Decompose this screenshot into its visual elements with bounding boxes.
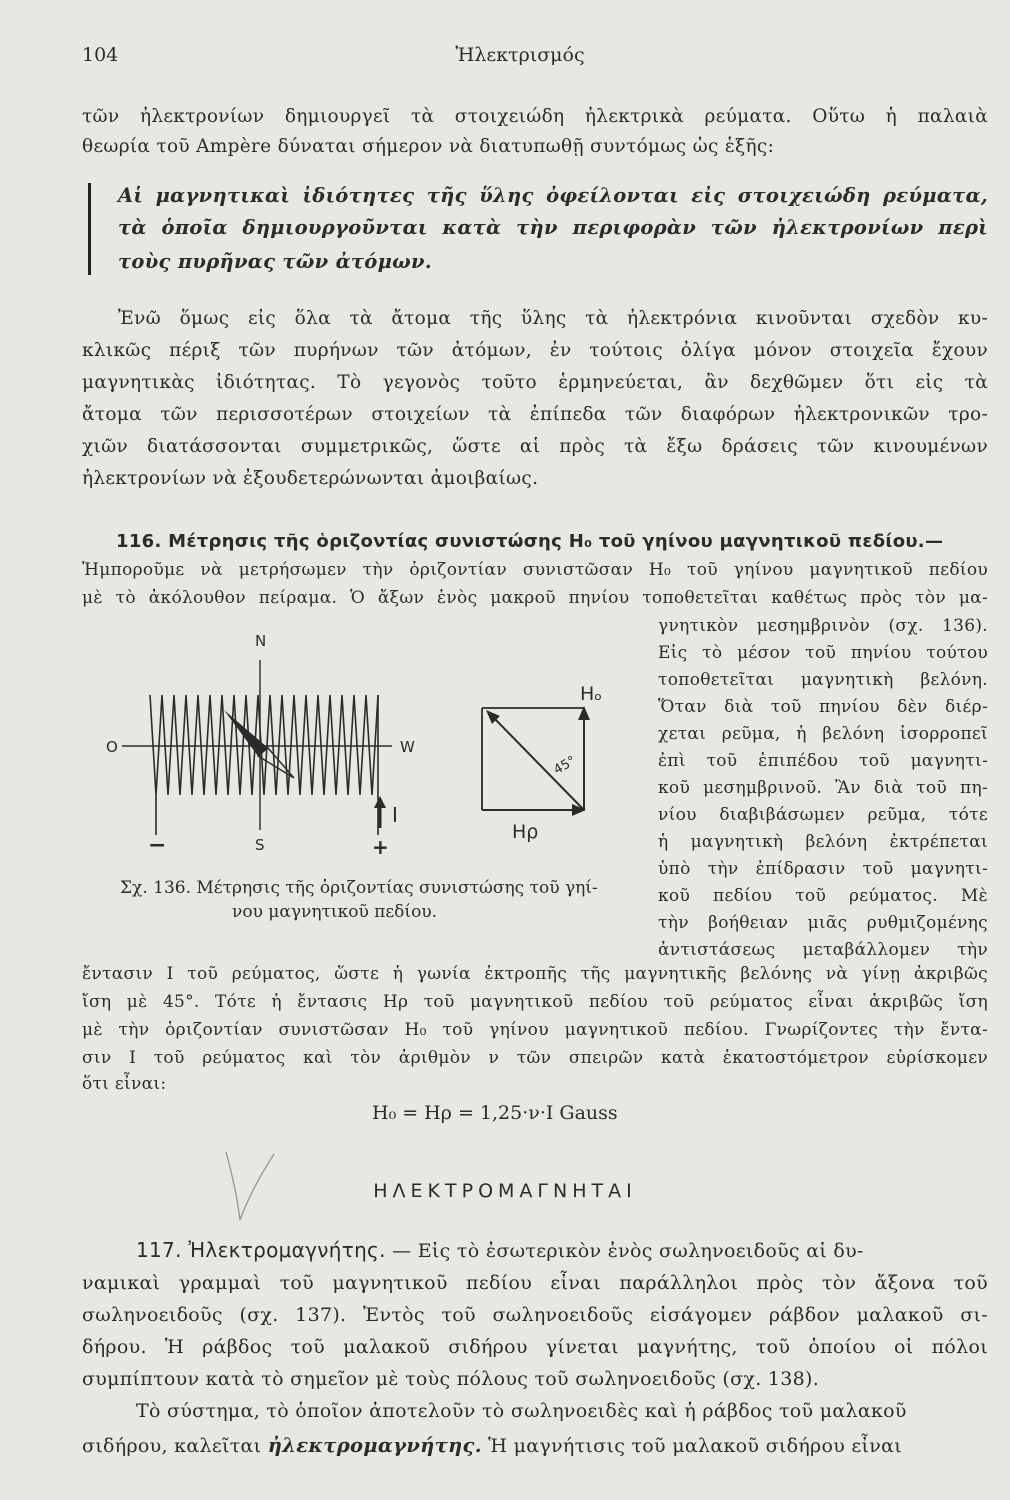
solenoid-coil	[150, 695, 378, 835]
label-Hp: Hρ	[512, 821, 539, 843]
label-angle: 45°	[551, 753, 579, 778]
side-text-line: τὴν βοήθειαν μιᾶς ρυθμιζομένης	[658, 913, 988, 933]
figure-caption-line: Σχ. 136. Μέτρησις τῆς ὁριζοντίας συνιστώσης τοῦ γηί-	[120, 878, 598, 898]
side-text-line: ἐπὶ τοῦ ἐπιπέδου τοῦ μαγνητι-	[658, 751, 988, 771]
text-line: θεωρία τοῦ Ampère δύναται σήμερον νὰ διατυπωθῇ συντόμως ὡς ἑξῆς:	[82, 136, 775, 157]
figure-caption-line: νου μαγνητικοῦ πεδίου.	[232, 902, 438, 922]
current-arrow	[374, 796, 386, 828]
text-line: μὲ τὴν ὁριζοντίαν συνιστῶσαν H₀ τοῦ γηίνου μαγνητικοῦ πεδίου. Γνωρίζοντες τὴν ἔντα-	[82, 1020, 988, 1040]
side-text-line: γνητικὸν μεσημβρινὸν (σχ. 136).	[658, 616, 988, 636]
text-line: ὅτι εἶναι:	[82, 1074, 167, 1094]
formula: H₀ = Hρ = 1,25·ν·I Gauss	[372, 1102, 618, 1124]
side-text-line: κοῦ μεσημβρινοῦ. Ἂν διὰ τοῦ πη-	[658, 778, 988, 798]
side-text-line: χεται ρεῦμα, ἡ βελόνη ἰσορροπεῖ	[658, 724, 988, 744]
side-text-line: ὑπὸ τὴν ἐπίδρασιν τοῦ μαγνητι-	[658, 859, 988, 879]
page-number: 104	[82, 44, 119, 66]
label-I: I	[392, 803, 398, 827]
label-N: N	[255, 632, 267, 650]
side-text-line: κοῦ πεδίου τοῦ ρεύματος. Μὲ	[658, 886, 988, 906]
term-electromagnet: ἠλεκτρομαγνήτης.	[267, 1434, 482, 1457]
side-text-line: ἀντιστάσεως μεταβάλλομεν τὴν	[658, 940, 988, 960]
section-116-title: 116. Μέτρησις τῆς ὁριζοντίας συνιστώσης H₀ τοῦ γηίνου μαγνητικοῦ πεδίου.—	[116, 531, 944, 552]
section-117-first-line	[136, 1238, 988, 1262]
label-minus: −	[148, 833, 167, 858]
text-line: ἠλεκτρονίων νὰ ἐξουδετερώνωνται ἀμοιβαίως.	[82, 468, 539, 489]
text-line: ἔντασιν I τοῦ ρεύματος, ὥστε ἡ γωνία ἐκτροπῆς τῆς μαγνητικῆς βελόνης νὰ γίνῃ ἀκριβῶς	[82, 964, 988, 984]
text-line: ἄτομα τῶν περισσοτέρων στοιχείων τὰ ἐπίπεδα τῶν διαφόρων ἠλεκτρονικῶν τρο-	[82, 404, 988, 425]
text-line: κλικῶς πέριξ τῶν πυρήνων τῶν ἀτόμων, ἐν τούτοις ὀλίγα μόνον στοιχεῖα ἔχουν	[82, 340, 988, 361]
text-fragment: Ἡ μαγνήτισις τοῦ μαλακοῦ σιδήρου εἶναι	[481, 1435, 903, 1457]
text-line: μὲ τὸ ἀκόλουθον πείραμα. Ὁ ἄξων ἑνὸς μακροῦ πηνίου τοποθετεῖται καθέτως πρὸς τὸν μα-	[82, 588, 988, 608]
text-line: Τὸ σύστημα, τὸ ὁποῖον ἀποτελοῦν τὸ σωληνοειδὲς καὶ ἡ ράβδος τοῦ μαλακοῦ	[136, 1400, 907, 1422]
side-text-line: Εἰς τὸ μέσον τοῦ πηνίου τούτου	[658, 643, 988, 663]
text-line-term	[82, 1434, 988, 1457]
text-line: σωληνοειδοῦς (σχ. 137). Ἐντὸς τοῦ σωληνοειδοῦς εἰσάγομεν ράβδον μαλακοῦ σι-	[82, 1304, 988, 1326]
section-117-title: 117. Ἠλεκτρομαγνήτης.	[136, 1238, 386, 1262]
side-text-line: τοποθετεῖται μαγνητικὴ βελόνη.	[658, 670, 988, 690]
figure-136-solenoid	[100, 630, 440, 860]
text-line: μαγνητικὰς ἰδιότητας. Τὸ γεγονὸς τοῦτο ἑρμηνεύεται, ἂν δεχθῶμεν ὅτι εἰς τὰ	[82, 372, 988, 393]
label-plus: +	[372, 835, 389, 859]
text-line: δήρου. Ἡ ράβδος τοῦ μαλακοῦ σιδήρου γίνεται μαγνήτης, τοῦ ὁποίου οἱ πόλοι	[82, 1336, 988, 1358]
text-line: Ἠμποροῦμε νὰ μετρήσωμεν τὴν ὁριζοντίαν συνιστῶσαν H₀ τοῦ γηίνου μαγνητικοῦ πεδίου	[82, 560, 988, 580]
figure-136-vectors	[460, 670, 640, 860]
statement-line: Αἱ μαγνητικαὶ ἰδιότητες τῆς ὕλης ὀφείλονται εἰς στοιχειώδη ρεύματα,	[118, 184, 988, 207]
side-text-line: νίου διαβιβάσωμεν ρεῦμα, τότε	[658, 805, 988, 825]
statement-line: τοὺς πυρῆνας τῶν ἀτόμων.	[118, 250, 432, 273]
text-line: σιν I τοῦ ρεύματος καὶ τὸν ἀριθμὸν ν τῶν σπειρῶν κατὰ ἑκατοστόμετρον εὑρίσκομεν	[82, 1048, 988, 1068]
label-S: S	[255, 836, 265, 854]
running-title: Ἠλεκτρισμός	[455, 44, 585, 66]
text-line: Ἐνῶ ὅμως εἰς ὅλα τὰ ἄτομα τῆς ὕλης τὰ ἠλεκτρόνια κινοῦνται σχεδὸν κυ-	[118, 308, 988, 329]
text-line: — Εἰς τὸ ἐσωτερικὸν ἑνὸς σωληνοειδοῦς αἱ δυ-	[385, 1240, 864, 1262]
statement-line: τὰ ὁποῖα δημιουργοῦνται κατὰ τὴν περιφορὰν τῶν ἠλεκτρονίων περὶ	[118, 216, 988, 239]
chapter-heading: ΗΛΕΚΤΡΟΜΑΓΝΗΤΑΙ	[373, 1180, 637, 1202]
label-W: W	[400, 738, 415, 756]
text-line: ἴση μὲ 45°. Τότε ἡ ἔντασις Hρ τοῦ μαγνητικοῦ πεδίου τοῦ ρεύματος εἶναι ἀκριβῶς ἴση	[82, 992, 988, 1012]
label-H0: Hₒ	[580, 683, 603, 705]
text-line: χιῶν διατάσσονται συμμετρικῶς, ὥστε αἱ πρὸς τὰ ἔξω δράσεις τῶν κινουμένων	[82, 436, 988, 457]
label-O: O	[106, 738, 118, 756]
side-text-line: Ὅταν διὰ τοῦ πηνίου δὲν διέρ-	[658, 697, 988, 717]
text-fragment: σιδήρου, καλεῖται	[82, 1435, 268, 1457]
side-text-line: ἡ μαγνητικὴ βελόνη ἐκτρέπεται	[658, 832, 988, 852]
margin-bar	[88, 183, 91, 275]
text-line: τῶν ἠλεκτρονίων δημιουργεῖ τὰ στοιχειώδη ἠλεκτρικὰ ρεύματα. Οὕτω ἡ παλαιὰ	[82, 106, 988, 127]
text-line: συμπίπτουν κατὰ τὸ σημεῖον μὲ τοὺς πόλους τοῦ σωληνοειδοῦς (σχ. 138).	[82, 1368, 820, 1390]
text-line: ναμικαὶ γραμμαὶ τοῦ μαγνητικοῦ πεδίου εἶναι παράλληλοι πρὸς τὸν ἄξονα τοῦ	[82, 1272, 988, 1294]
